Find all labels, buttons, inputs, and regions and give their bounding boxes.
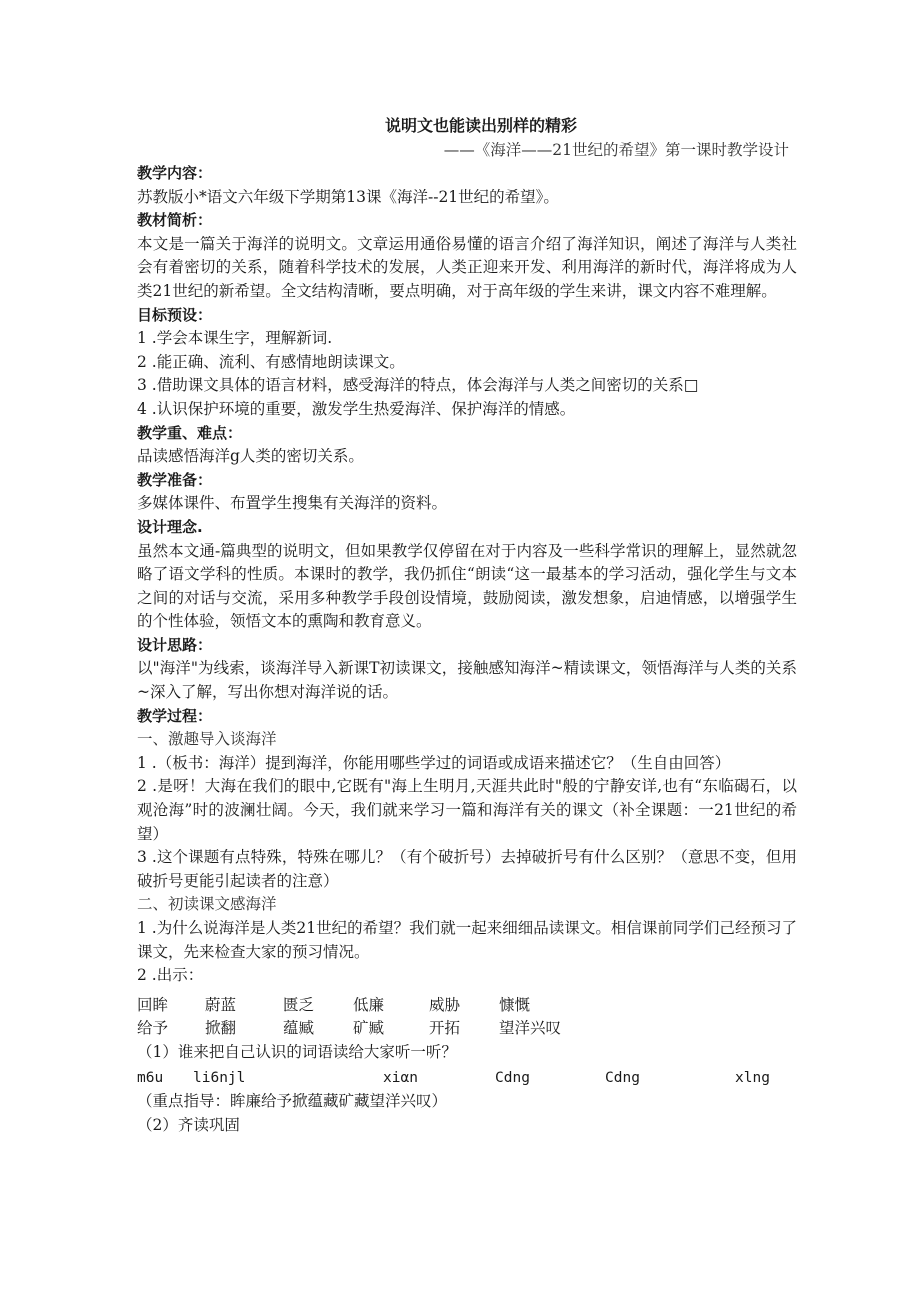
vocab-word: 开拓 [429, 1019, 461, 1038]
heading-material-brief: 教材简析： [137, 211, 213, 230]
paragraph-key-points: 品读感悟海洋g人类的密切关系。 [137, 447, 364, 466]
vocab-word: 矿臧 [353, 1019, 385, 1038]
pinyin-text: xlng [735, 1069, 770, 1086]
pinyin-text: xiαn [383, 1069, 418, 1086]
process-item: 1 .（板书：海洋）提到海洋，你能用哪些学过的词语或成语来描述它？（生自由回答） [137, 753, 731, 772]
heading-preparation: 教学准备： [137, 470, 213, 489]
vocab-word: 给予 [137, 1019, 169, 1038]
vocab-word: 匮乏 [283, 995, 315, 1014]
goal-item: 4 .认识保护环境的重要，激发学生热爱海洋、保护海洋的情感。 [137, 399, 576, 418]
heading-goals: 目标预设： [137, 305, 213, 324]
process-item: 2 .是呀！大海在我们的眼中,它既有"海上生明月,天涯共此时"般的宁静安详,也有“东临碣石，以观沧海”时的波澜壮阔。今天，我们就来学习一篇和海洋有关的课文（补全课题：一21世纪的希望） [137, 777, 797, 843]
pinyin-text: m6u [137, 1069, 164, 1086]
vocab-row [137, 994, 797, 1018]
vocab-word: 蔚蓝 [205, 995, 237, 1014]
goal-item: 2 .能正确、流利、有感情地朗读课文。 [137, 352, 405, 371]
part-one-heading: 一、激趣导入谈海洋 [137, 730, 277, 749]
pinyin-text: Cdng [605, 1069, 640, 1086]
document-subtitle: ——《海洋——21世纪的希望》第一课时教学设计 [443, 141, 789, 159]
process-item: 3 .这个课题有点特殊，特殊在哪儿？（有个破折号）去掉破折号有什么区别？（意思不变，但用破折号更能引起读者的注意） [137, 848, 797, 890]
pinyin-text: li6njl [193, 1069, 246, 1086]
vocab-word: 望洋兴叹 [499, 1019, 562, 1038]
part-two-heading: 二、初读课文感海洋 [137, 895, 277, 914]
vocab-word: 蕴臧 [283, 1019, 315, 1038]
paragraph-design-route: 以"海洋"为线索，谈海洋导入新课T初读课文，接触感知海洋~精读课文，领悟海洋与人类的关系~深入了解，写出你想对海洋说的话。 [137, 659, 797, 702]
heading-teaching-content: 教学内容： [137, 164, 213, 182]
vocab-word: 低廉 [353, 995, 385, 1014]
process-item: 2 .出示： [137, 966, 204, 985]
document-body [137, 113, 797, 1137]
vocab-word: 回眸 [137, 995, 169, 1014]
heading-design-concept: 设计理念. [137, 517, 203, 536]
question-item: （1）谁来把自己认识的词语读给大家听一听？ [137, 1042, 457, 1061]
vocab-word: 慷慨 [499, 995, 531, 1014]
document-title: 说明文也能读出别样的精彩 [384, 116, 577, 135]
process-item: 1 .为什么说海洋是人类21世纪的希望？我们就一起来细细品读课文。相信课前同学们己经预习了课文，先来检查大家的预习情况。 [137, 919, 797, 961]
vocab-word: 掀翻 [205, 1019, 237, 1038]
vocab-row [137, 1017, 797, 1041]
paragraph-preparation: 多媒体课件、布置学生搜集有关海洋的资料。 [137, 494, 448, 513]
paragraph-design-concept: 虽然本文通-篇典型的说明文，但如果教学仅停留在对于内容及一些科学常识的理解上，显然就忽略了语文学科的性质。本课时的教学，我仍抓住“朗读“这一最基本的学习活动，强化学生与文本之间的对话与交流，采用多种教学手段创设情境，鼓励阅读，激发想象，启迪情感，以增强学生的个性体验，领悟文本的熏陶和教育意义。 [137, 541, 797, 631]
heading-key-points: 教学重、难点： [137, 423, 243, 442]
goal-item: 3 .借助课文具体的语言材料，感受海洋的特点，体会海洋与人类之间密切的关系□ [137, 376, 699, 395]
note-item: （重点指导：眸廉给予掀蕴藏矿藏望洋兴叹） [137, 1092, 448, 1111]
paragraph-material-brief: 本文是一篇关于海洋的说明文。文章运用通俗易懂的语言介绍了海洋知识，阐述了海洋与人类社会有着密切的关系，随着科学技术的发展，人类正迎来开发、利用海洋的新时代，海洋将成为人类21世纪的新希望。全文结构清晰，要点明确，对于高年级的学生来讲，课文内容不难理解。 [137, 234, 797, 300]
heading-design-route: 设计思路： [137, 635, 213, 654]
paragraph-teaching-content: 苏教版小*语文六年级下学期第13课《海洋--21世纪的希望》。 [137, 187, 559, 206]
vocab-word: 威胁 [429, 995, 461, 1014]
heading-teaching-process: 教学过程： [137, 706, 213, 725]
goal-item: 1 .学会本课生字，理解新词. [137, 329, 333, 348]
pinyin-row [137, 1067, 797, 1091]
pinyin-text: Cdng [495, 1069, 530, 1086]
question-item: （2）齐读巩固 [137, 1115, 240, 1134]
